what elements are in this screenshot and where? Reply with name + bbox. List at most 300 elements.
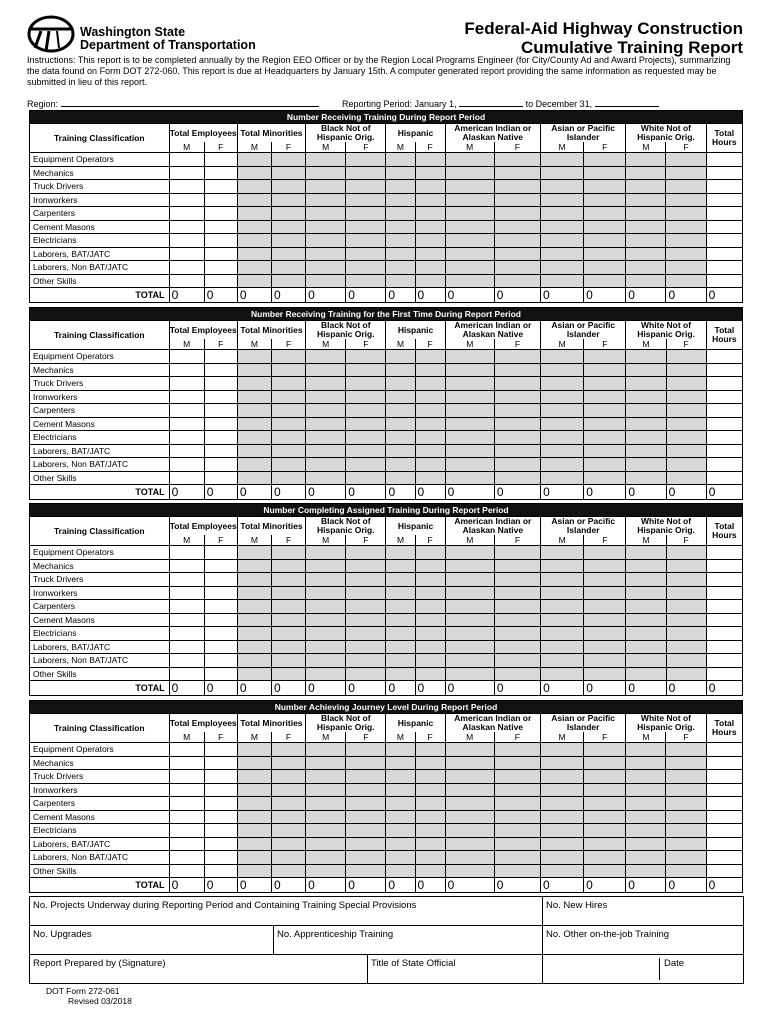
data-cell[interactable] [706, 417, 742, 431]
data-cell[interactable] [445, 193, 494, 207]
data-cell[interactable] [204, 627, 237, 641]
data-cell[interactable] [271, 613, 305, 627]
data-cell[interactable] [626, 627, 666, 641]
data-cell[interactable] [306, 207, 346, 221]
data-cell[interactable] [415, 247, 445, 261]
data-cell[interactable] [386, 546, 415, 560]
data-cell[interactable] [706, 851, 742, 865]
data-cell[interactable] [386, 586, 415, 600]
data-cell[interactable] [169, 627, 204, 641]
data-cell[interactable] [541, 546, 584, 560]
data-cell[interactable] [666, 458, 706, 472]
data-cell[interactable] [386, 810, 415, 824]
data-cell[interactable] [169, 363, 204, 377]
data-cell[interactable] [706, 274, 742, 288]
data-cell[interactable] [306, 546, 346, 560]
data-cell[interactable] [626, 783, 666, 797]
data-cell[interactable] [271, 824, 305, 838]
data-cell[interactable] [666, 377, 706, 391]
data-cell[interactable] [204, 546, 237, 560]
data-cell[interactable] [306, 153, 346, 167]
data-cell[interactable] [237, 431, 271, 445]
data-cell[interactable] [584, 274, 626, 288]
data-cell[interactable] [386, 377, 415, 391]
data-cell[interactable] [346, 797, 386, 811]
data-cell[interactable] [666, 220, 706, 234]
data-cell[interactable] [386, 627, 415, 641]
data-cell[interactable] [415, 180, 445, 194]
data-cell[interactable] [169, 600, 204, 614]
data-cell[interactable] [494, 824, 540, 838]
data-cell[interactable] [415, 350, 445, 364]
data-cell[interactable] [237, 274, 271, 288]
data-cell[interactable] [666, 193, 706, 207]
end-year-input-line[interactable] [595, 97, 659, 107]
data-cell[interactable] [204, 613, 237, 627]
data-cell[interactable] [306, 390, 346, 404]
data-cell[interactable] [584, 404, 626, 418]
data-cell[interactable] [666, 770, 706, 784]
other-ojt-field[interactable] [543, 926, 744, 955]
data-cell[interactable] [666, 274, 706, 288]
data-cell[interactable] [706, 546, 742, 560]
data-cell[interactable] [386, 234, 415, 248]
data-cell[interactable] [386, 770, 415, 784]
data-cell[interactable] [706, 837, 742, 851]
data-cell[interactable] [271, 851, 305, 865]
data-cell[interactable] [445, 471, 494, 485]
data-cell[interactable] [169, 743, 204, 757]
upgrades-field[interactable] [30, 926, 274, 955]
data-cell[interactable] [626, 770, 666, 784]
data-cell[interactable] [306, 274, 346, 288]
data-cell[interactable] [169, 837, 204, 851]
data-cell[interactable] [540, 783, 583, 797]
data-cell[interactable] [494, 417, 540, 431]
data-cell[interactable] [346, 864, 386, 878]
data-cell[interactable] [706, 471, 742, 485]
data-cell[interactable] [415, 193, 445, 207]
data-cell[interactable] [706, 756, 742, 770]
data-cell[interactable] [204, 824, 237, 838]
data-cell[interactable] [169, 851, 204, 865]
data-cell[interactable] [237, 193, 271, 207]
data-cell[interactable] [445, 390, 494, 404]
data-cell[interactable] [626, 220, 666, 234]
data-cell[interactable] [169, 247, 204, 261]
data-cell[interactable] [666, 851, 706, 865]
data-cell[interactable] [204, 377, 237, 391]
data-cell[interactable] [541, 458, 584, 472]
data-cell[interactable] [204, 274, 237, 288]
data-cell[interactable] [445, 654, 494, 668]
data-cell[interactable] [666, 390, 706, 404]
data-cell[interactable] [237, 756, 271, 770]
data-cell[interactable] [237, 247, 271, 261]
data-cell[interactable] [706, 824, 742, 838]
data-cell[interactable] [169, 613, 204, 627]
data-cell[interactable] [237, 458, 271, 472]
data-cell[interactable] [306, 797, 346, 811]
data-cell[interactable] [666, 180, 706, 194]
data-cell[interactable] [666, 261, 706, 275]
data-cell[interactable] [386, 153, 415, 167]
data-cell[interactable] [626, 824, 666, 838]
data-cell[interactable] [584, 613, 626, 627]
data-cell[interactable] [415, 234, 445, 248]
data-cell[interactable] [541, 471, 584, 485]
data-cell[interactable] [666, 546, 706, 560]
data-cell[interactable] [584, 234, 626, 248]
data-cell[interactable] [306, 431, 346, 445]
data-cell[interactable] [706, 600, 742, 614]
data-cell[interactable] [386, 851, 415, 865]
data-cell[interactable] [237, 546, 271, 560]
data-cell[interactable] [237, 837, 271, 851]
data-cell[interactable] [706, 613, 742, 627]
data-cell[interactable] [584, 627, 626, 641]
data-cell[interactable] [386, 743, 415, 757]
data-cell[interactable] [306, 756, 346, 770]
data-cell[interactable] [386, 193, 415, 207]
data-cell[interactable] [271, 743, 305, 757]
data-cell[interactable] [706, 153, 742, 167]
data-cell[interactable] [415, 166, 445, 180]
data-cell[interactable] [540, 837, 583, 851]
data-cell[interactable] [415, 756, 445, 770]
data-cell[interactable] [271, 667, 305, 681]
data-cell[interactable] [626, 390, 666, 404]
new-hires-field[interactable] [543, 897, 744, 926]
data-cell[interactable] [584, 377, 626, 391]
data-cell[interactable] [346, 667, 386, 681]
data-cell[interactable] [346, 810, 386, 824]
data-cell[interactable] [346, 247, 386, 261]
data-cell[interactable] [445, 743, 494, 757]
data-cell[interactable] [237, 559, 271, 573]
data-cell[interactable] [415, 207, 445, 221]
data-cell[interactable] [306, 350, 346, 364]
data-cell[interactable] [271, 586, 305, 600]
data-cell[interactable] [346, 404, 386, 418]
data-cell[interactable] [204, 837, 237, 851]
data-cell[interactable] [386, 390, 415, 404]
data-cell[interactable] [271, 783, 305, 797]
data-cell[interactable] [271, 837, 305, 851]
data-cell[interactable] [706, 207, 742, 221]
data-cell[interactable] [415, 654, 445, 668]
data-cell[interactable] [204, 404, 237, 418]
data-cell[interactable] [584, 640, 626, 654]
data-cell[interactable] [494, 377, 540, 391]
data-cell[interactable] [626, 458, 666, 472]
data-cell[interactable] [626, 640, 666, 654]
data-cell[interactable] [706, 797, 742, 811]
data-cell[interactable] [666, 613, 706, 627]
data-cell[interactable] [237, 180, 271, 194]
data-cell[interactable] [346, 220, 386, 234]
data-cell[interactable] [706, 261, 742, 275]
reporting-period-field[interactable] [342, 97, 659, 109]
data-cell[interactable] [415, 220, 445, 234]
data-cell[interactable] [306, 193, 346, 207]
data-cell[interactable] [204, 471, 237, 485]
data-cell[interactable] [494, 627, 540, 641]
data-cell[interactable] [271, 207, 305, 221]
data-cell[interactable] [666, 444, 706, 458]
data-cell[interactable] [415, 627, 445, 641]
data-cell[interactable] [169, 444, 204, 458]
data-cell[interactable] [306, 234, 346, 248]
data-cell[interactable] [346, 207, 386, 221]
data-cell[interactable] [626, 864, 666, 878]
data-cell[interactable] [540, 864, 583, 878]
data-cell[interactable] [666, 471, 706, 485]
data-cell[interactable] [386, 797, 415, 811]
data-cell[interactable] [271, 864, 305, 878]
data-cell[interactable] [237, 824, 271, 838]
data-cell[interactable] [169, 573, 204, 587]
data-cell[interactable] [271, 350, 305, 364]
data-cell[interactable] [169, 756, 204, 770]
data-cell[interactable] [169, 654, 204, 668]
data-cell[interactable] [346, 770, 386, 784]
data-cell[interactable] [540, 851, 583, 865]
data-cell[interactable] [237, 153, 271, 167]
data-cell[interactable] [386, 431, 415, 445]
data-cell[interactable] [666, 573, 706, 587]
data-cell[interactable] [415, 810, 445, 824]
data-cell[interactable] [626, 404, 666, 418]
data-cell[interactable] [386, 404, 415, 418]
data-cell[interactable] [706, 810, 742, 824]
data-cell[interactable] [271, 234, 305, 248]
data-cell[interactable] [271, 627, 305, 641]
data-cell[interactable] [306, 640, 346, 654]
data-cell[interactable] [494, 234, 540, 248]
data-cell[interactable] [204, 166, 237, 180]
data-cell[interactable] [346, 824, 386, 838]
data-cell[interactable] [386, 824, 415, 838]
data-cell[interactable] [415, 471, 445, 485]
data-cell[interactable] [540, 261, 583, 275]
data-cell[interactable] [666, 350, 706, 364]
data-cell[interactable] [169, 193, 204, 207]
data-cell[interactable] [706, 234, 742, 248]
data-cell[interactable] [386, 756, 415, 770]
data-cell[interactable] [415, 613, 445, 627]
data-cell[interactable] [666, 743, 706, 757]
data-cell[interactable] [445, 274, 494, 288]
data-cell[interactable] [346, 444, 386, 458]
data-cell[interactable] [584, 350, 626, 364]
data-cell[interactable] [306, 471, 346, 485]
data-cell[interactable] [306, 810, 346, 824]
data-cell[interactable] [706, 586, 742, 600]
data-cell[interactable] [386, 458, 415, 472]
data-cell[interactable] [306, 851, 346, 865]
data-cell[interactable] [346, 180, 386, 194]
region-field[interactable] [27, 97, 319, 109]
data-cell[interactable] [271, 261, 305, 275]
data-cell[interactable] [386, 600, 415, 614]
data-cell[interactable] [626, 559, 666, 573]
data-cell[interactable] [386, 654, 415, 668]
data-cell[interactable] [415, 851, 445, 865]
data-cell[interactable] [445, 207, 494, 221]
data-cell[interactable] [346, 471, 386, 485]
data-cell[interactable] [169, 546, 204, 560]
data-cell[interactable] [540, 756, 583, 770]
data-cell[interactable] [666, 586, 706, 600]
data-cell[interactable] [386, 417, 415, 431]
start-year-input-line[interactable] [459, 97, 523, 107]
data-cell[interactable] [271, 180, 305, 194]
data-cell[interactable] [237, 613, 271, 627]
data-cell[interactable] [494, 586, 540, 600]
data-cell[interactable] [706, 667, 742, 681]
data-cell[interactable] [346, 546, 386, 560]
data-cell[interactable] [540, 247, 583, 261]
data-cell[interactable] [540, 193, 583, 207]
data-cell[interactable] [540, 743, 583, 757]
data-cell[interactable] [540, 274, 583, 288]
data-cell[interactable] [271, 797, 305, 811]
data-cell[interactable] [306, 166, 346, 180]
data-cell[interactable] [626, 431, 666, 445]
data-cell[interactable] [666, 810, 706, 824]
data-cell[interactable] [626, 471, 666, 485]
data-cell[interactable] [584, 743, 626, 757]
data-cell[interactable] [306, 417, 346, 431]
data-cell[interactable] [541, 390, 584, 404]
data-cell[interactable] [346, 458, 386, 472]
data-cell[interactable] [169, 390, 204, 404]
data-cell[interactable] [706, 559, 742, 573]
data-cell[interactable] [415, 377, 445, 391]
data-cell[interactable] [706, 180, 742, 194]
data-cell[interactable] [386, 471, 415, 485]
data-cell[interactable] [204, 193, 237, 207]
data-cell[interactable] [271, 770, 305, 784]
data-cell[interactable] [584, 166, 626, 180]
data-cell[interactable] [306, 824, 346, 838]
data-cell[interactable] [626, 363, 666, 377]
data-cell[interactable] [306, 363, 346, 377]
data-cell[interactable] [584, 431, 626, 445]
data-cell[interactable] [584, 220, 626, 234]
data-cell[interactable] [346, 390, 386, 404]
data-cell[interactable] [415, 743, 445, 757]
data-cell[interactable] [584, 180, 626, 194]
data-cell[interactable] [494, 864, 540, 878]
data-cell[interactable] [584, 756, 626, 770]
data-cell[interactable] [204, 770, 237, 784]
data-cell[interactable] [584, 667, 626, 681]
data-cell[interactable] [204, 559, 237, 573]
data-cell[interactable] [626, 261, 666, 275]
data-cell[interactable] [445, 837, 494, 851]
data-cell[interactable] [494, 654, 540, 668]
data-cell[interactable] [445, 783, 494, 797]
data-cell[interactable] [445, 640, 494, 654]
data-cell[interactable] [626, 377, 666, 391]
data-cell[interactable] [271, 377, 305, 391]
data-cell[interactable] [626, 247, 666, 261]
data-cell[interactable] [706, 444, 742, 458]
data-cell[interactable] [169, 261, 204, 275]
data-cell[interactable] [626, 350, 666, 364]
data-cell[interactable] [445, 377, 494, 391]
data-cell[interactable] [346, 640, 386, 654]
data-cell[interactable] [445, 180, 494, 194]
data-cell[interactable] [666, 431, 706, 445]
data-cell[interactable] [386, 247, 415, 261]
data-cell[interactable] [541, 640, 584, 654]
data-cell[interactable] [386, 220, 415, 234]
data-cell[interactable] [626, 600, 666, 614]
data-cell[interactable] [626, 180, 666, 194]
data-cell[interactable] [445, 573, 494, 587]
data-cell[interactable] [204, 444, 237, 458]
data-cell[interactable] [169, 166, 204, 180]
data-cell[interactable] [306, 377, 346, 391]
data-cell[interactable] [626, 166, 666, 180]
data-cell[interactable] [204, 350, 237, 364]
data-cell[interactable] [346, 350, 386, 364]
data-cell[interactable] [584, 837, 626, 851]
data-cell[interactable] [415, 640, 445, 654]
data-cell[interactable] [706, 573, 742, 587]
data-cell[interactable] [494, 600, 540, 614]
data-cell[interactable] [445, 458, 494, 472]
data-cell[interactable] [445, 559, 494, 573]
data-cell[interactable] [306, 586, 346, 600]
data-cell[interactable] [494, 207, 540, 221]
data-cell[interactable] [169, 783, 204, 797]
projects-underway-field[interactable] [30, 897, 543, 926]
data-cell[interactable] [666, 404, 706, 418]
data-cell[interactable] [666, 654, 706, 668]
data-cell[interactable] [494, 444, 540, 458]
data-cell[interactable] [445, 546, 494, 560]
data-cell[interactable] [204, 417, 237, 431]
data-cell[interactable] [494, 390, 540, 404]
data-cell[interactable] [494, 640, 540, 654]
data-cell[interactable] [584, 810, 626, 824]
data-cell[interactable] [445, 864, 494, 878]
data-cell[interactable] [584, 559, 626, 573]
prepared-by-field[interactable] [30, 955, 368, 984]
data-cell[interactable] [306, 261, 346, 275]
data-cell[interactable] [494, 743, 540, 757]
data-cell[interactable] [445, 166, 494, 180]
data-cell[interactable] [386, 864, 415, 878]
data-cell[interactable] [346, 166, 386, 180]
data-cell[interactable] [494, 797, 540, 811]
data-cell[interactable] [541, 559, 584, 573]
data-cell[interactable] [584, 390, 626, 404]
data-cell[interactable] [540, 207, 583, 221]
data-cell[interactable] [237, 586, 271, 600]
data-cell[interactable] [346, 600, 386, 614]
data-cell[interactable] [494, 756, 540, 770]
data-cell[interactable] [271, 274, 305, 288]
data-cell[interactable] [494, 770, 540, 784]
data-cell[interactable] [626, 207, 666, 221]
data-cell[interactable] [445, 417, 494, 431]
data-cell[interactable] [346, 261, 386, 275]
